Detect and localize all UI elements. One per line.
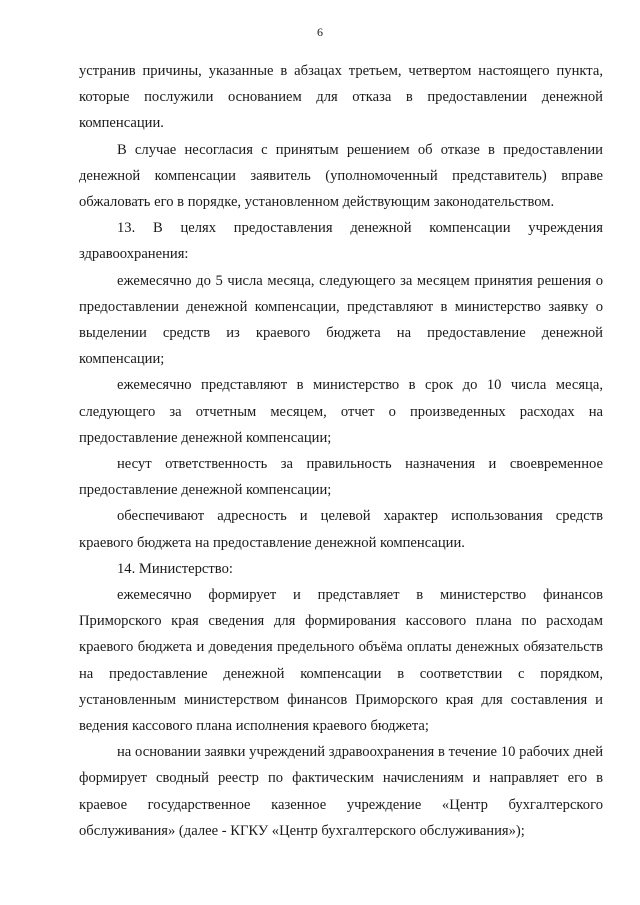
document-body [79, 58, 603, 844]
paragraph-continuation: устранив причины, указанные в абзацах третьем, четвертом настоящего пункта, которые послужили основанием для отказа в предоставлении денежной компенсации. [79, 63, 603, 132]
paragraph-item-13-request: ежемесячно до 5 числа месяца, следующего за месяцем принятия решения о предоставлении денежной компенсации, представляют в министерство заявку о выделении средств из краевого бюджета на предоставление денежной компенсации; [79, 272, 603, 368]
paragraph-item-13: 13. В целях предоставления денежной компенсации учреждения здравоохранения: [79, 220, 603, 263]
paragraph-item-14-cash-plan: ежемесячно формирует и представляет в министерство финансов Приморского края сведения для формирования кассового плана по расходам краевого бюджета и доведения предельного объёма оплаты денежных обязательств на предоставление денежной компенсации в соответствии с порядком, установленным министерством финансов Приморского края для составления и ведения кассового плана исполнения краевого бюджета; [79, 587, 603, 735]
paragraph-item-14: 14. Министерство: [117, 560, 233, 577]
paragraph-item-14-registry: на основании заявки учреждений здравоохранения в течение 10 рабочих дней формирует сводный реестр по фактическим начислениям и направляет его в краевое государственное казенное учреждение «Центр бухгалтерского обслуживания» (далее - КГКУ «Центр бухгалтерского обслуживания»); [79, 744, 603, 839]
paragraph-item-13-targeting: обеспечивают адресность и целевой характер использования средств краевого бюджета на предоставление денежной компенсации. [79, 508, 603, 551]
paragraph-item-13-report: ежемесячно представляют в министерство в срок до 10 числа месяца, следующего за отчетным месяцем, отчет о произведенных расходах на предоставление денежной компенсации; [79, 377, 603, 446]
page-number: 6 [317, 25, 323, 39]
paragraph-appeal: В случае несогласия с принятым решением об отказе в предоставлении денежной компенсации заявитель (уполномоченный представитель) вправе обжаловать его в порядке, установленном действующим законодательством. [79, 141, 603, 211]
paragraph-item-13-responsibility: несут ответственность за правильность назначения и своевременное предоставление денежной компенсации; [79, 456, 603, 499]
